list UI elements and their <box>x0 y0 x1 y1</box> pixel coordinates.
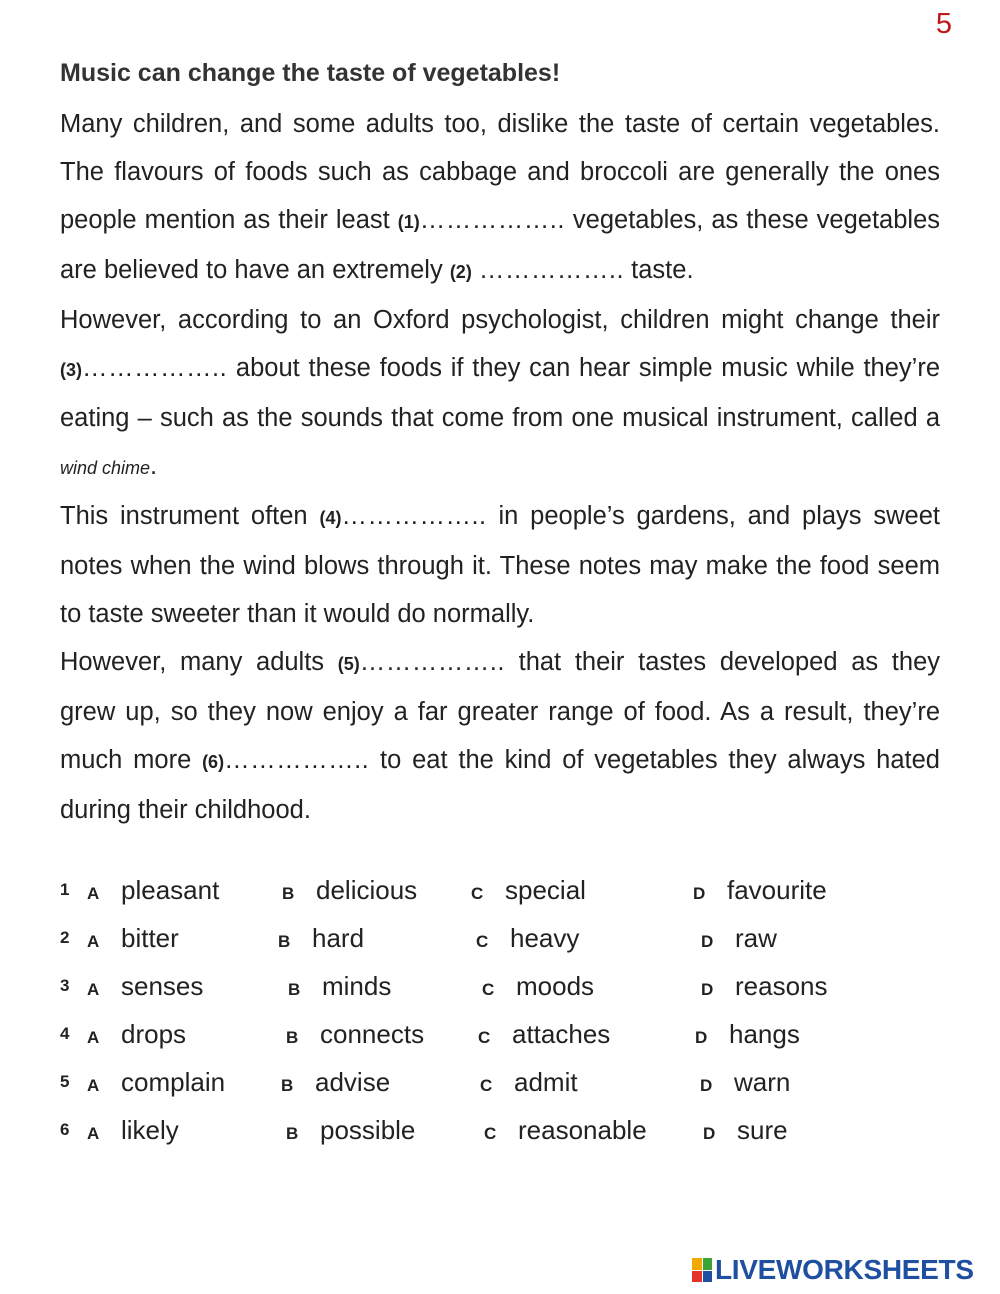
text: vegetables, as these vegetables are believed to have an extremely <box>60 206 941 284</box>
option[interactable] <box>281 1058 390 1110</box>
option[interactable] <box>480 1058 578 1110</box>
question-number: 1 <box>60 880 70 899</box>
option-letter: A <box>87 932 100 951</box>
option-text: reasonable <box>518 1115 647 1145</box>
option-letter: D <box>700 1076 713 1095</box>
text: that their tastes developed as they grew up, so they now enjoy a far greater range of food. As a result, they’re much more <box>60 648 941 774</box>
wind-chime-term: wind chime <box>60 458 151 478</box>
option-text: reasons <box>735 971 828 1001</box>
text: Many children, and some adults too, dislike the taste of certain vegetables. The flavours of foods such as cabbage and broccoli are generally the ones people mention as their least <box>60 110 940 234</box>
question-number: 5 <box>60 1072 70 1091</box>
option-text: drops <box>121 1019 187 1049</box>
option[interactable] <box>282 866 417 918</box>
option-text: moods <box>516 971 595 1001</box>
paragraph-3 <box>60 492 940 638</box>
option-text: delicious <box>316 875 418 905</box>
logo-text: LIVEWORKSHEETS <box>715 1254 974 1285</box>
option-text: heavy <box>510 923 580 953</box>
liveworksheets-logo-icon <box>692 1258 712 1282</box>
option-letter: C <box>476 932 489 951</box>
option-letter: B <box>281 1076 294 1095</box>
option-text: connects <box>320 1019 425 1049</box>
option[interactable] <box>87 1058 225 1110</box>
text: in people’s gardens, and plays sweet notes when the wind blows through it. These notes may make the food seem to taste sweeter than it would do normally. <box>60 502 940 628</box>
option-letter: A <box>87 1124 100 1143</box>
option-text: pleasant <box>121 875 220 905</box>
option-text: favourite <box>727 875 827 905</box>
option-letter: C <box>484 1124 497 1143</box>
option-text: likely <box>121 1115 179 1145</box>
option[interactable] <box>476 914 579 966</box>
option[interactable] <box>278 914 364 966</box>
option[interactable] <box>471 866 586 918</box>
option[interactable] <box>286 1106 415 1158</box>
gap-2[interactable]: …………….. <box>478 256 625 284</box>
option-text: advise <box>315 1067 391 1097</box>
paragraph-1 <box>60 100 940 296</box>
gap-1[interactable]: …………….. <box>419 206 565 234</box>
option[interactable] <box>700 1058 790 1110</box>
option[interactable] <box>701 914 777 966</box>
gap-number-5: (5) <box>337 654 360 674</box>
option-letter: B <box>286 1124 299 1143</box>
text: taste. <box>624 256 694 284</box>
option-letter: A <box>87 884 100 903</box>
paragraph-2 <box>60 296 940 492</box>
option-text: bitter <box>121 923 179 953</box>
answer-options <box>60 866 940 1154</box>
option-letter: D <box>695 1028 708 1047</box>
option-letter: D <box>693 884 706 903</box>
logo-square <box>703 1258 713 1270</box>
text: This instrument often <box>60 502 320 530</box>
option[interactable] <box>87 914 179 966</box>
question-number: 6 <box>60 1120 70 1139</box>
option[interactable] <box>87 1010 186 1062</box>
text: to eat the kind of vegetables they always hated during their childhood. <box>60 746 940 824</box>
question-row-6 <box>60 1106 940 1154</box>
question-row-5 <box>60 1058 940 1106</box>
question-row-3 <box>60 962 940 1010</box>
question-number: 4 <box>60 1024 70 1043</box>
option-letter: A <box>87 1076 100 1095</box>
option[interactable] <box>484 1106 647 1158</box>
gap-5[interactable]: …………….. <box>359 648 505 676</box>
page-number: 5 <box>935 8 952 40</box>
option-letter: C <box>480 1076 493 1095</box>
question-row-1 <box>60 866 940 914</box>
option-letter: B <box>288 980 301 999</box>
option-letter: B <box>278 932 291 951</box>
text: However, according to an Oxford psychologist, children might change their <box>60 306 940 334</box>
gap-3[interactable]: …………….. <box>82 354 228 382</box>
option-text: senses <box>121 971 204 1001</box>
option-text: special <box>505 875 586 905</box>
liveworksheets-logo[interactable] <box>692 1253 974 1287</box>
option[interactable] <box>701 962 828 1014</box>
option-text: hard <box>312 923 365 953</box>
gap-4[interactable]: …………….. <box>341 502 487 530</box>
gap-number-6: (6) <box>202 752 225 772</box>
option[interactable] <box>87 866 219 918</box>
option-letter: D <box>701 932 714 951</box>
gap-number-4: (4) <box>319 508 342 528</box>
option-letter: D <box>703 1124 716 1143</box>
option-text: hangs <box>729 1019 800 1049</box>
gap-number-2: (2) <box>449 262 472 282</box>
option[interactable] <box>695 1010 800 1062</box>
gap-number-1: (1) <box>397 212 420 232</box>
option[interactable] <box>703 1106 788 1158</box>
logo-square <box>703 1271 713 1283</box>
paragraph-4 <box>60 638 940 834</box>
option-letter: D <box>701 980 714 999</box>
option-letter: C <box>471 884 484 903</box>
option-text: raw <box>735 923 777 953</box>
option[interactable] <box>693 866 827 918</box>
text: . <box>150 452 158 480</box>
option-letter: C <box>478 1028 491 1047</box>
option-text: admit <box>514 1067 578 1097</box>
option-text: attaches <box>512 1019 611 1049</box>
passage <box>60 100 940 834</box>
logo-square <box>692 1258 702 1270</box>
option-text: sure <box>737 1115 788 1145</box>
option-letter: B <box>282 884 295 903</box>
option[interactable] <box>87 1106 179 1158</box>
option-text: possible <box>320 1115 416 1145</box>
option-letter: C <box>482 980 495 999</box>
option[interactable] <box>482 962 594 1014</box>
option-letter: B <box>286 1028 299 1047</box>
question-number: 2 <box>60 928 70 947</box>
option-letter: A <box>87 1028 100 1047</box>
title: Music can change the taste of vegetables! <box>60 59 561 87</box>
option[interactable] <box>87 962 203 1014</box>
text: However, many adults <box>60 648 338 676</box>
option-text: minds <box>322 971 392 1001</box>
gap-6[interactable]: …………….. <box>224 746 370 774</box>
question-number: 3 <box>60 976 70 995</box>
option[interactable] <box>478 1010 610 1062</box>
logo-square <box>692 1271 702 1283</box>
text: about these foods if they can hear simple music while they’re eating – such as the sounds that come from one musical instrument, called a <box>60 354 940 432</box>
option-text: complain <box>121 1067 226 1097</box>
option[interactable] <box>288 962 391 1014</box>
option-letter: A <box>87 980 100 999</box>
option-text: warn <box>734 1067 791 1097</box>
question-row-2 <box>60 914 940 962</box>
gap-number-3: (3) <box>60 360 82 380</box>
option[interactable] <box>286 1010 424 1062</box>
question-row-4 <box>60 1010 940 1058</box>
